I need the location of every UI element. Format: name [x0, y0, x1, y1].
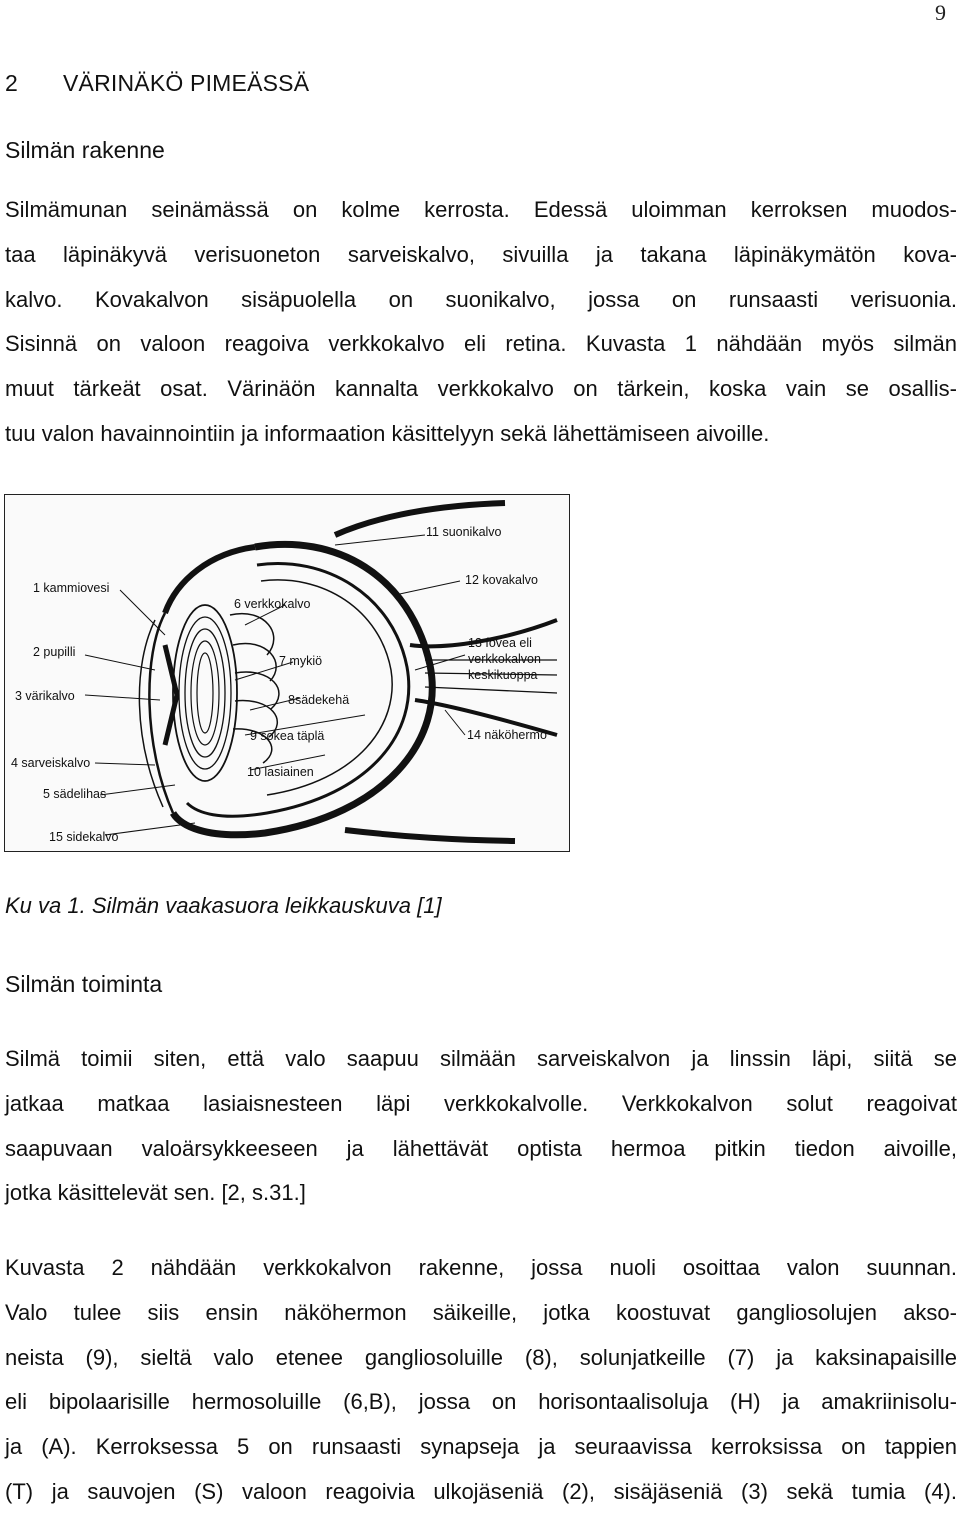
figure-label: 14 näköhermo — [467, 728, 547, 742]
figure-label: 4 sarveiskalvo — [11, 756, 91, 770]
text-line: eli bipolaarisille hermosoluille (6,B), jossa on horisontaalisoluja (H) ja amakriinisolu- — [5, 1389, 957, 1415]
text-line: Kuvasta 2 nähdään verkkokalvon rakenne, jossa nuoli osoittaa valon suunnan. — [5, 1255, 957, 1280]
figure-label: 12 kovakalvo — [465, 573, 538, 587]
text-line: Sisinnä on valoon reagoiva verkkokalvo eli retina. Kuvasta 1 nähdään myös silmän — [5, 331, 957, 357]
figure-label: keskikuoppa — [468, 668, 538, 682]
figure-label: verkkokalvon — [468, 652, 541, 666]
text-line: muut tärkeät osat. Värinäön kannalta verkkokalvo on tärkein, koska vain se osallis- — [5, 376, 957, 402]
text-line: ja (A). Kerroksessa 5 on runsaasti synapseja ja seuraavissa kerroksissa on tappien — [5, 1434, 957, 1460]
figure-caption: Ku va 1. Silmän vaakasuora leikkauskuva [1] — [5, 893, 442, 918]
text-line: (T) ja sauvojen (S) valoon reagoivia ulkojäseniä (2), sisäjäseniä (3) sekä tumia (4). — [5, 1478, 957, 1504]
paragraph-eye-function — [5, 1037, 957, 1216]
paragraph-eye-structure — [5, 188, 957, 457]
figure-label: 6 verkkokalvo — [234, 597, 311, 611]
text-line: jotka käsittelevät sen. [2, s.31.] — [5, 1180, 306, 1206]
chapter-number: 2 — [5, 70, 18, 96]
figure-label: 9 sokea täplä — [250, 729, 325, 743]
text-line: kalvo. Kovakalvon sisäpuolella on suonikalvo, jossa on runsaasti verisuonia. — [5, 286, 957, 312]
text-line: taa läpinäkyvä verisuoneton sarveiskalvo, sivuilla ja takana läpinäkymätön kova- — [5, 241, 957, 267]
text-line: Silmä toimii siten, että valo saapuu silmään sarveiskalvon ja linssin läpi, siitä se — [5, 1046, 957, 1071]
figure-label: 8sädekehä — [288, 693, 350, 707]
text-line: jatkaa matkaa lasiaisnesteen läpi verkkokalvolle. Verkkokalvon solut reagoivat — [5, 1090, 957, 1116]
figure-label: 10 lasiainen — [247, 765, 314, 779]
text-line: neista (9), sieltä valo etenee gangliosoluille (8), solunjatkeille (7) ja kaksinapaisille — [5, 1344, 957, 1370]
figure-label: 3 värikalvo — [15, 689, 75, 703]
text-line: Silmämunan seinämässä on kolme kerrosta. Edessä uloimman kerroksen muodos- — [5, 197, 957, 222]
text-line: Valo tulee siis ensin näköhermon säikeille, jotka koostuvat gangliosolujen akso- — [5, 1299, 957, 1325]
paragraph-retina-structure — [5, 1246, 957, 1515]
chapter-heading — [5, 70, 309, 97]
section-title-structure: Silmän rakenne — [5, 137, 165, 163]
figure-label: 5 sädelihas — [43, 787, 107, 801]
chapter-title: VÄRINÄKÖ PIMEÄSSÄ — [63, 70, 310, 96]
figure-label: 11 suonikalvo — [426, 525, 502, 539]
figure-label: 15 sidekalvo — [49, 830, 119, 844]
figure-label: 13 fovea eli — [468, 636, 532, 650]
section-title-function: Silmän toiminta — [5, 971, 163, 997]
text-line: tuu valon havainnointiin ja informaation käsittelyyn sekä lähettämiseen aivoille. — [5, 420, 770, 446]
eye-cross-section-figure — [4, 494, 570, 852]
page-number: 9 — [935, 0, 946, 25]
figure-label: 7 mykiö — [279, 654, 323, 668]
figure-label: 1 kammiovesi — [33, 581, 110, 595]
figure-label: 2 pupilli — [33, 645, 76, 659]
text-line: saapuvaan valoärsykkeeseen ja lähettävät optista hermoa pitkin tiedon aivoille, — [5, 1135, 957, 1161]
